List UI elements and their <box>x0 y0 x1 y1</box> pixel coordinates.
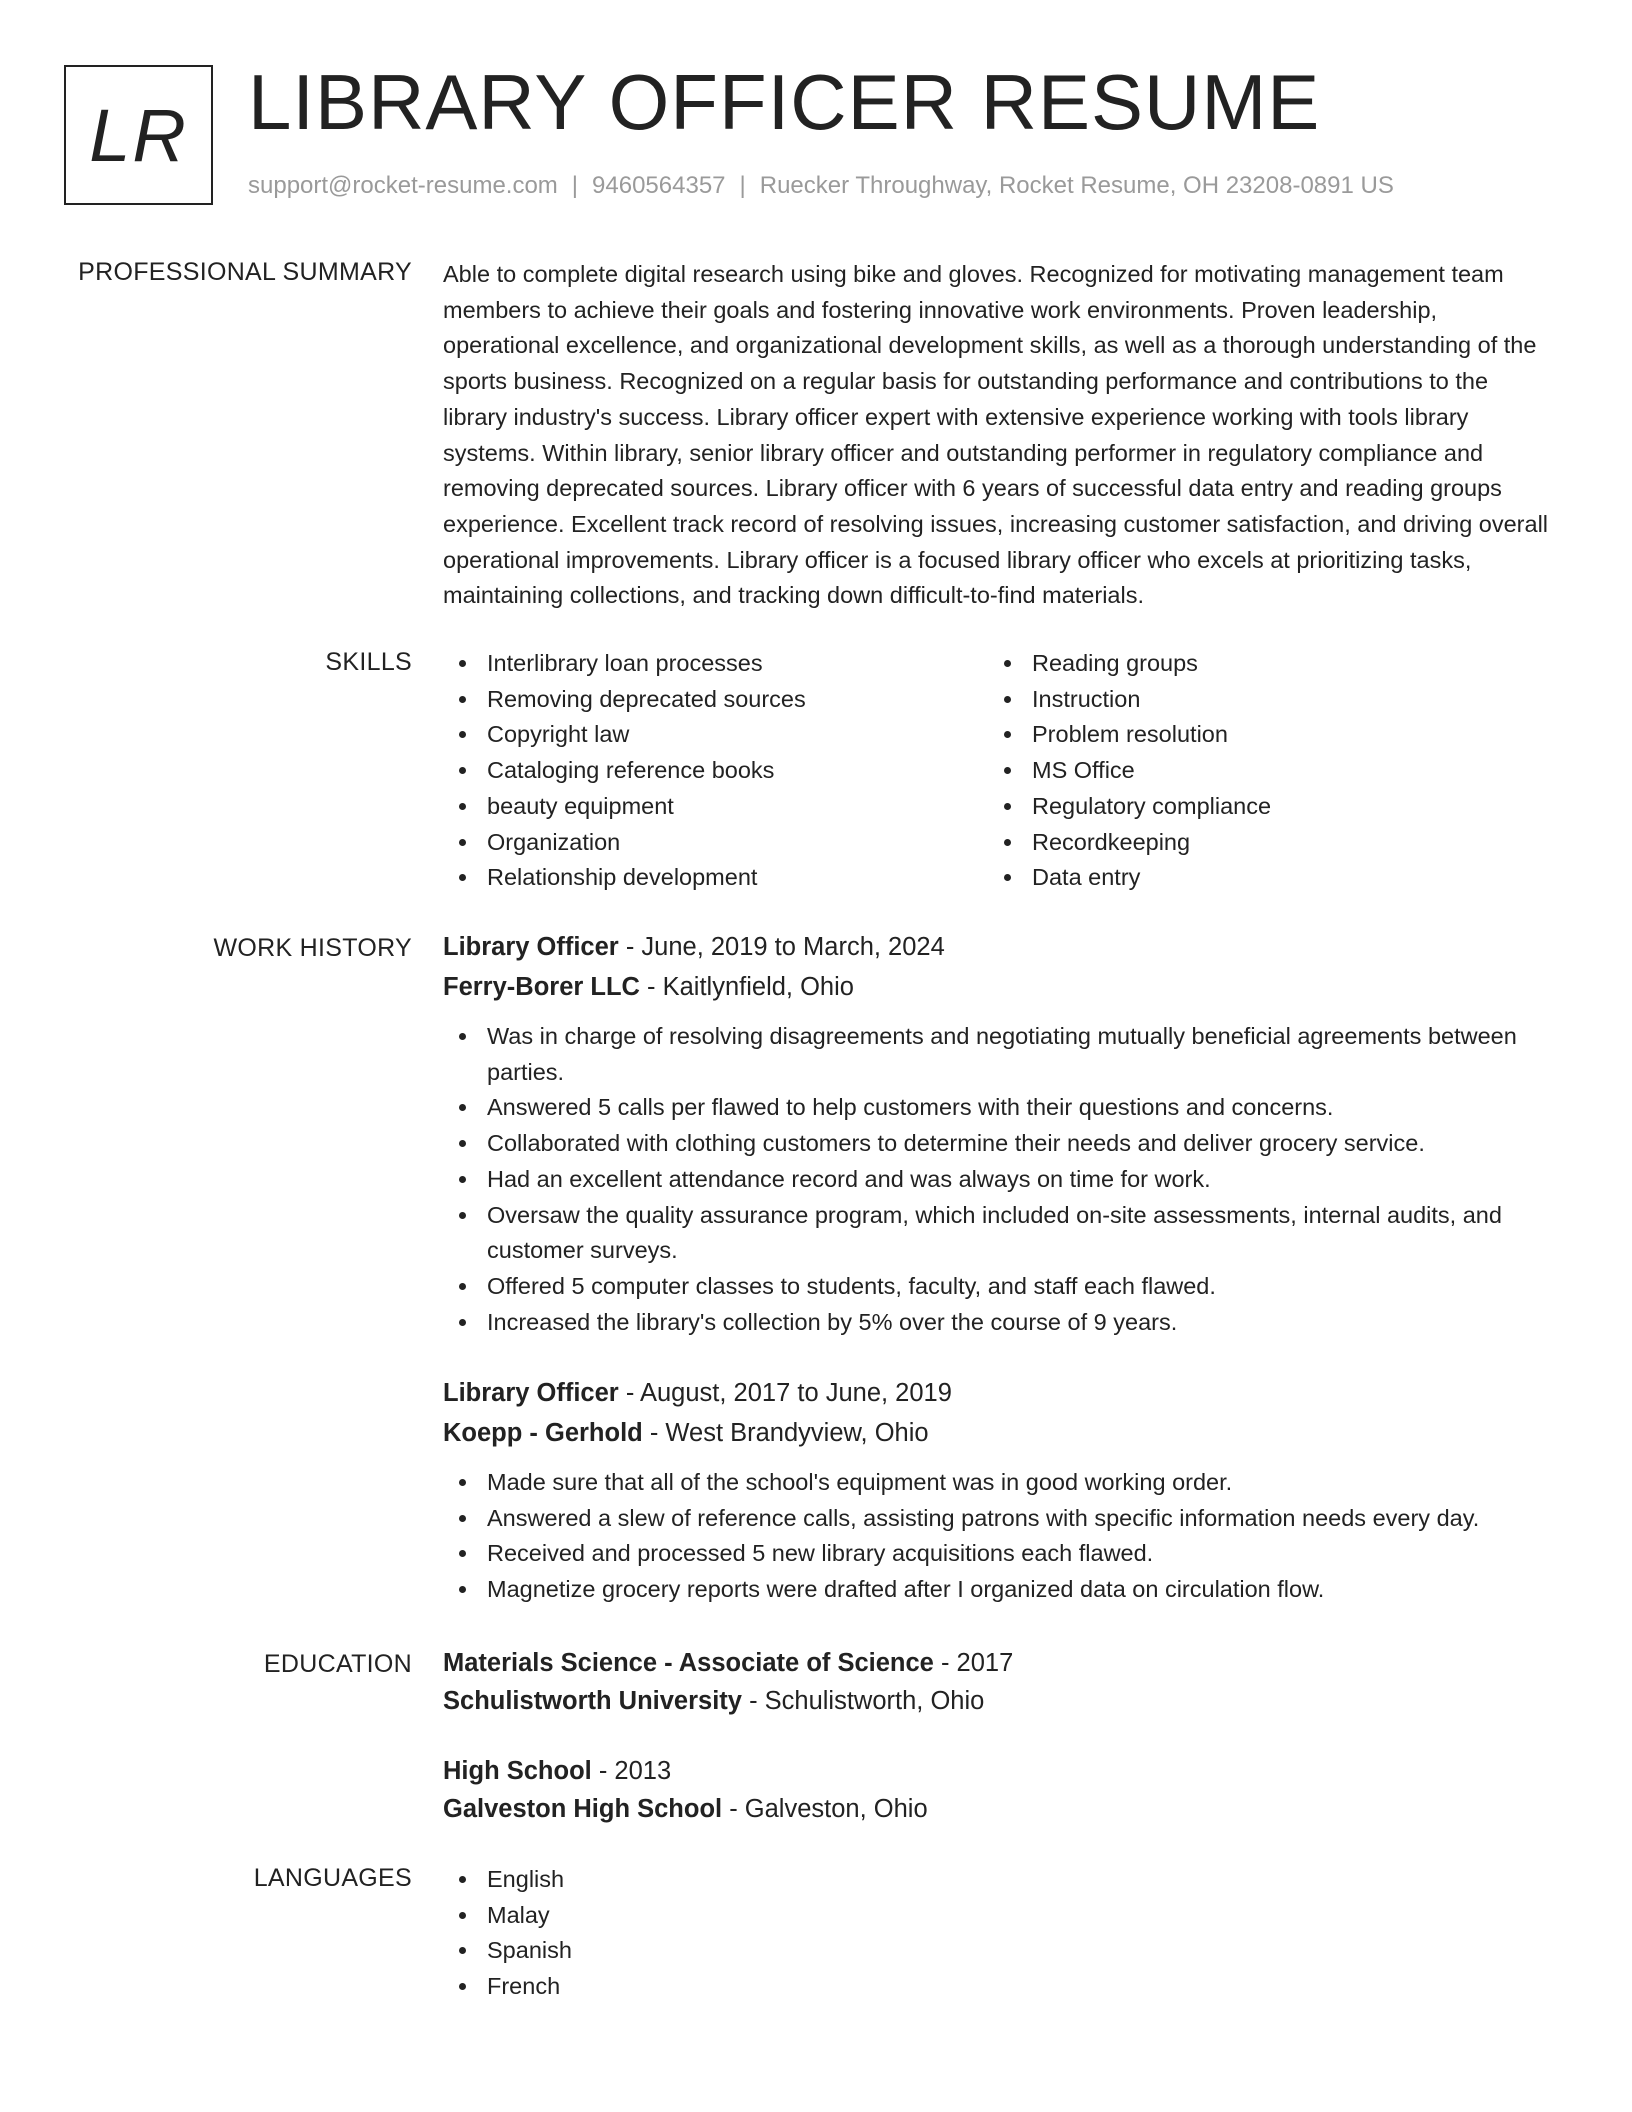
contact-email: support@rocket-resume.com <box>248 172 558 199</box>
skill-item: beauty equipment <box>443 789 806 825</box>
education-entry <box>443 1752 1558 1828</box>
monogram-logo: LR <box>64 65 213 205</box>
contact-separator: | <box>571 172 579 199</box>
skill-item: Recordkeeping <box>988 825 1271 861</box>
language-item: Malay <box>443 1898 1558 1934</box>
education-degree-line <box>443 1644 1558 1682</box>
skill-item: Interlibrary loan processes <box>443 646 806 682</box>
job-location: - Kaitlynfield, Ohio <box>639 973 854 1001</box>
job-company-line <box>443 1413 1558 1453</box>
job-entry <box>443 927 1558 1340</box>
skills-section-label: SKILLS <box>325 648 412 676</box>
skill-item: Data entry <box>988 860 1271 896</box>
education-entry <box>443 1644 1558 1720</box>
skill-item: Problem resolution <box>988 717 1271 753</box>
job-company: Koepp - Gerhold <box>443 1419 643 1447</box>
education-school-line <box>443 1682 1558 1720</box>
skill-item: Instruction <box>988 682 1271 718</box>
job-title: Library Officer <box>443 1379 619 1407</box>
skills-list-left <box>443 646 806 896</box>
skill-item: Organization <box>443 825 806 861</box>
education-school: Schulistworth University <box>443 1687 742 1715</box>
job-duty: Magnetize grocery reports were drafted after I organized data on circulation flow. <box>443 1572 1558 1608</box>
skills-list-right <box>988 646 1271 896</box>
languages-list <box>443 1862 1558 2005</box>
job-duty: Made sure that all of the school's equipment was in good working order. <box>443 1465 1558 1501</box>
language-item: English <box>443 1862 1558 1898</box>
skill-item: Regulatory compliance <box>988 789 1271 825</box>
job-location: - West Brandyview, Ohio <box>642 1419 929 1447</box>
education-degree: Materials Science - Associate of Science <box>443 1649 934 1677</box>
skill-item: MS Office <box>988 753 1271 789</box>
summary-text: Able to complete digital research using bike and gloves. Recognized for motivating management team members to achieve their goals and fostering innovative work environments. Proven leadership, operational excellence, and organizational development skills, as well as a thorough understanding of the sports business. Recognized on a regular basis for outstanding performance and contributions to the library industry's success. Library officer expert with extensive experience working with tools library systems. Within library, senior library officer and outstanding performer in regulatory compliance and removing deprecated sources. Library officer with 6 years of successful data entry and reading groups experience. Excellent track record of resolving issues, increasing customer satisfaction, and driving overall operational improvements. Library officer is a focused library officer who excels at prioritizing tasks, maintaining collections, and tracking down difficult-to-find materials. <box>443 261 1549 609</box>
education-school: Galveston High School <box>443 1795 723 1823</box>
education-location: - Galveston, Ohio <box>722 1795 928 1823</box>
job-dates: - August, 2017 to June, 2019 <box>618 1379 952 1407</box>
language-item: Spanish <box>443 1933 1558 1969</box>
skill-item: Relationship development <box>443 860 806 896</box>
education-location: - Schulistworth, Ohio <box>741 1687 985 1715</box>
summary-section <box>443 257 1558 614</box>
job-company-line <box>443 967 1558 1007</box>
skill-item: Copyright law <box>443 717 806 753</box>
job-duty: Increased the library's collection by 5% over the course of 9 years. <box>443 1305 1558 1341</box>
languages-section-label: LANGUAGES <box>253 1864 412 1892</box>
contact-line <box>248 172 1394 200</box>
education-section-label: EDUCATION <box>263 1650 412 1678</box>
job-duty: Was in charge of resolving disagreements and negotiating mutually beneficial agreements between parties. <box>443 1019 1558 1090</box>
job-company: Ferry-Borer LLC <box>443 973 640 1001</box>
job-duties-list <box>443 1019 1558 1340</box>
resume-title: LIBRARY OFFICER RESUME <box>248 58 1321 146</box>
education-year: - 2013 <box>591 1757 672 1785</box>
job-duties-list <box>443 1465 1558 1608</box>
job-duty: Oversaw the quality assurance program, which included on-site assessments, internal audits, and customer surveys. <box>443 1198 1558 1269</box>
skills-section <box>443 646 1558 906</box>
job-entry <box>443 1373 1558 1608</box>
job-duty: Had an excellent attendance record and was always on time for work. <box>443 1162 1558 1198</box>
language-item: French <box>443 1969 1558 2005</box>
education-degree-line <box>443 1752 1558 1790</box>
contact-phone: 9460564357 <box>592 172 726 199</box>
education-degree: High School <box>443 1757 592 1785</box>
summary-section-label: PROFESSIONAL SUMMARY <box>78 258 412 286</box>
job-title-line <box>443 927 1558 967</box>
contact-separator: | <box>739 172 746 199</box>
languages-section <box>443 1862 1558 2005</box>
skill-item: Cataloging reference books <box>443 753 806 789</box>
job-dates: - June, 2019 to March, 2024 <box>618 933 945 961</box>
skill-item: Reading groups <box>988 646 1271 682</box>
job-duty: Offered 5 computer classes to students, faculty, and staff each flawed. <box>443 1269 1558 1305</box>
job-duty: Answered a slew of reference calls, assisting patrons with specific information needs every day. <box>443 1501 1558 1537</box>
contact-address: Ruecker Throughway, Rocket Resume, OH 23208-0891 US <box>759 172 1394 199</box>
education-school-line <box>443 1790 1558 1828</box>
job-duty: Collaborated with clothing customers to determine their needs and deliver grocery service. <box>443 1126 1558 1162</box>
skill-item: Removing deprecated sources <box>443 682 806 718</box>
job-duty: Answered 5 calls per flawed to help customers with their questions and concerns. <box>443 1090 1558 1126</box>
job-title-line <box>443 1373 1558 1413</box>
work-section-label: WORK HISTORY <box>213 934 412 962</box>
job-title: Library Officer <box>443 933 619 961</box>
job-duty: Received and processed 5 new library acquisitions each flawed. <box>443 1536 1558 1572</box>
education-year: - 2017 <box>933 1649 1014 1677</box>
